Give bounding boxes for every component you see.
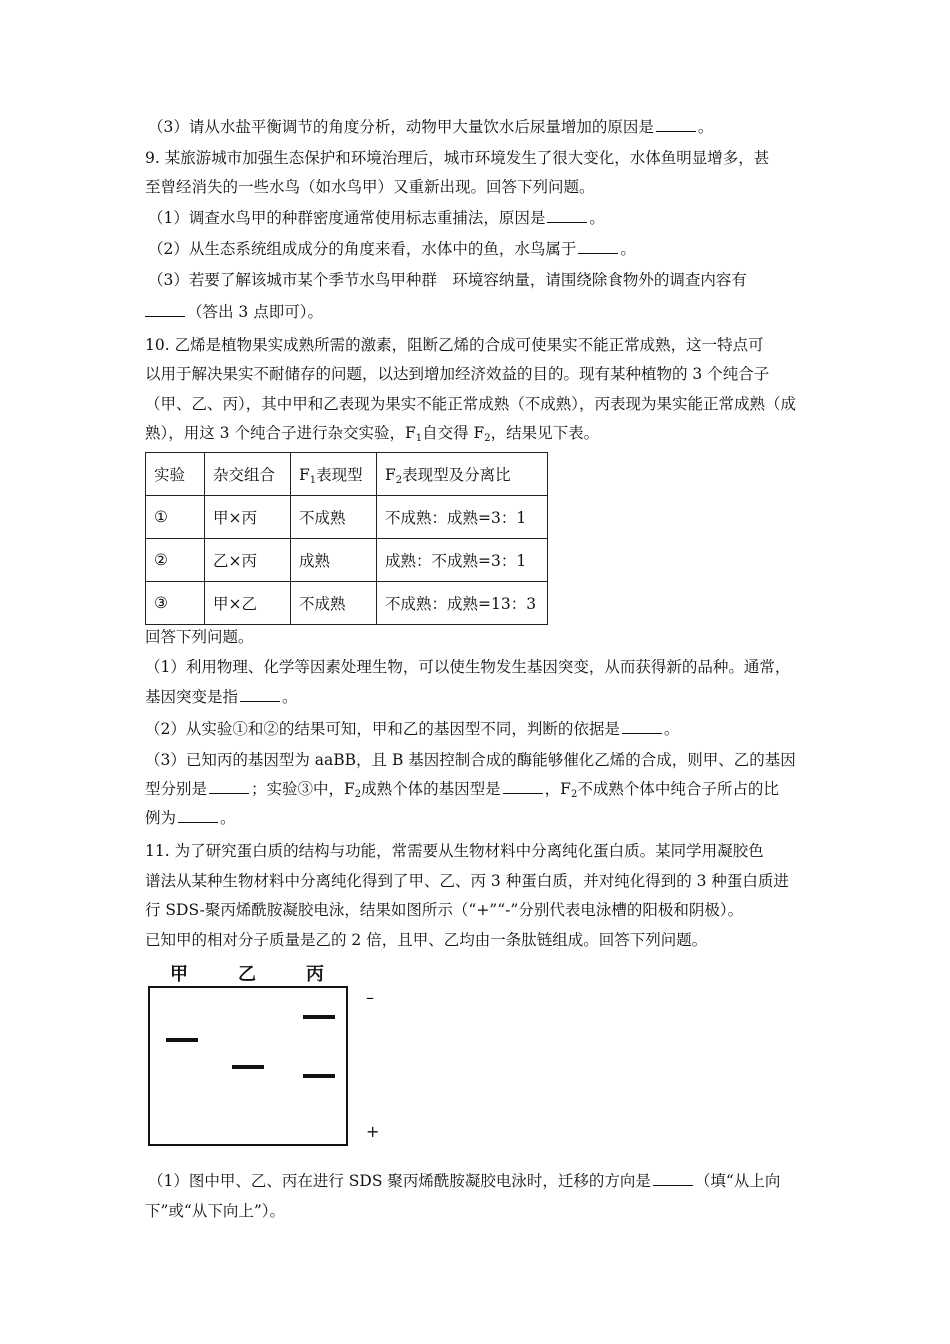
q10-part3-cont: 型分别是 ；实验③中，$F_2$成熟个体的基因型是 ，$F_2$不成熟个体中纯合子所占的比: [145, 780, 779, 800]
table-cell: 成熟: [291, 539, 377, 582]
q10-after-table: 回答下列问题。: [145, 628, 254, 646]
q9-part3-cont: （答出 3 点即可）。: [145, 302, 323, 322]
q11-part1: （1）图中甲、乙、丙在进行 SDS 聚丙烯酰胺凝胶电泳时，迁移的方向是 （填“从上向: [148, 1172, 781, 1190]
q11-part1-cont: 下”或“从下向上”）。: [145, 1202, 286, 1220]
band-bing-upper: [303, 1015, 335, 1019]
header-cell: 杂交组合: [205, 453, 291, 496]
answer-blank[interactable]: [622, 719, 662, 734]
band-bing-lower: [303, 1074, 335, 1078]
answer-blank[interactable]: [653, 1171, 693, 1186]
q11-stem-line1: 11. 为了研究蛋白质的结构与功能，常需要从生物材料中分离纯化蛋白质。某同学用凝胶色: [145, 842, 764, 860]
q10-part2: （2）从实验①和②的结果可知，甲和乙的基因型不同，判断的依据是 。: [145, 720, 680, 738]
table-cell: 不成熟：成熟=13：3: [377, 582, 548, 625]
table-cell: ①: [146, 496, 205, 539]
q10-part1: （1）利用物理、化学等因素处理生物，可以使生物发生基因突变，从而获得新的品种。通常，: [145, 658, 791, 676]
electrophoresis-gel: [148, 986, 348, 1146]
q10-stem-line1: 10. 乙烯是植物果实成熟所需的激素，阻断乙烯的合成可使果实不能正常成熟，这一特点可: [145, 336, 764, 354]
header-cell: $F_1$表现型: [291, 453, 377, 496]
table-row: [146, 539, 548, 582]
q10-part3: （3）已知丙的基因型为 aaBB，且 B 基因控制合成的酶能够催化乙烯的合成，则甲、乙的基因: [145, 751, 796, 769]
lane-label-jia: 甲: [170, 964, 188, 985]
answer-blank[interactable]: [656, 117, 696, 132]
q10-stem-line4: 熟），用这 3 个纯合子进行杂交实验，$F_1$自交得 $F_2$，结果见下表。: [145, 424, 600, 444]
band-yi: [232, 1065, 264, 1069]
answer-blank[interactable]: [578, 239, 618, 254]
table-cell: ②: [146, 539, 205, 582]
table-cell: 不成熟: [291, 582, 377, 625]
q11-stem-line3: 行 SDS-聚丙烯酰胺凝胶电泳，结果如图所示（“+”“-”分别代表电泳槽的阳极和阴极）。: [145, 901, 744, 919]
table-cell: 成熟：不成熟=3：1: [377, 539, 548, 582]
table-cell: 乙×丙: [205, 539, 291, 582]
table-cell: 不成熟: [291, 496, 377, 539]
answer-blank[interactable]: [145, 302, 185, 317]
lane-label-bing: 丙: [306, 964, 324, 985]
table-cell: ③: [146, 582, 205, 625]
q10-stem-line3: （甲、乙、丙），其中甲和乙表现为果实不能正常成熟（不成熟），丙表现为果实能正常成熟（成: [145, 395, 797, 413]
q11-stem-line2: 谱法从某种生物材料中分离纯化得到了甲、乙、丙 3 种蛋白质，并对纯化得到的 3 种蛋白质进: [145, 872, 789, 890]
answer-blank[interactable]: [547, 208, 587, 223]
cathode-minus-label: –: [366, 988, 374, 1007]
header-cell: $F_2$表现型及分离比: [377, 453, 548, 496]
answer-blank[interactable]: [240, 687, 280, 702]
q10-stem-line2: 以用于解决果实不耐储存的问题，以达到增加经济效益的目的。现有某种植物的 3 个纯合子: [145, 365, 770, 383]
cross-results-table: [145, 452, 548, 625]
answer-blank[interactable]: [209, 779, 249, 794]
table-row: [146, 496, 548, 539]
header-cell: 实验: [146, 453, 205, 496]
anode-plus-label: +: [366, 1122, 380, 1141]
q9-part1: （1）调查水鸟甲的种群密度通常使用标志重捕法，原因是 。: [148, 209, 605, 227]
table-cell: 甲×乙: [205, 582, 291, 625]
table-cell: 不成熟：成熟=3：1: [377, 496, 548, 539]
q10-part3-cont2: 例为 。: [145, 809, 236, 827]
answer-blank[interactable]: [503, 779, 543, 794]
lane-label-yi: 乙: [238, 964, 256, 985]
table-row: [146, 582, 548, 625]
table-cell: 甲×丙: [205, 496, 291, 539]
answer-blank[interactable]: [178, 808, 218, 823]
q9-part3: （3）若要了解该城市某个季节水鸟甲种群 环境容纳量，请围绕除食物外的调查内容有: [148, 271, 747, 289]
q10-part1-cont: 基因突变是指 。: [145, 688, 298, 706]
table-header-row: [146, 453, 548, 496]
band-jia: [166, 1038, 198, 1042]
q11-stem-line4: 已知甲的相对分子质量是乙的 2 倍，且甲、乙均由一条肽链组成。回答下列问题。: [145, 931, 708, 949]
q9-part2: （2）从生态系统组成成分的角度来看，水体中的鱼，水鸟属于 。: [148, 240, 636, 258]
q8-part3: （3）请从水盐平衡调节的角度分析，动物甲大量饮水后尿量增加的原因是 。: [148, 118, 714, 136]
q9-stem-line1: 9. 某旅游城市加强生态保护和环境治理后，城市环境发生了很大变化，水体鱼明显增多，甚: [145, 149, 770, 167]
q9-stem-line2: 至曾经消失的一些水鸟（如水鸟甲）又重新出现。回答下列问题。: [145, 178, 595, 196]
